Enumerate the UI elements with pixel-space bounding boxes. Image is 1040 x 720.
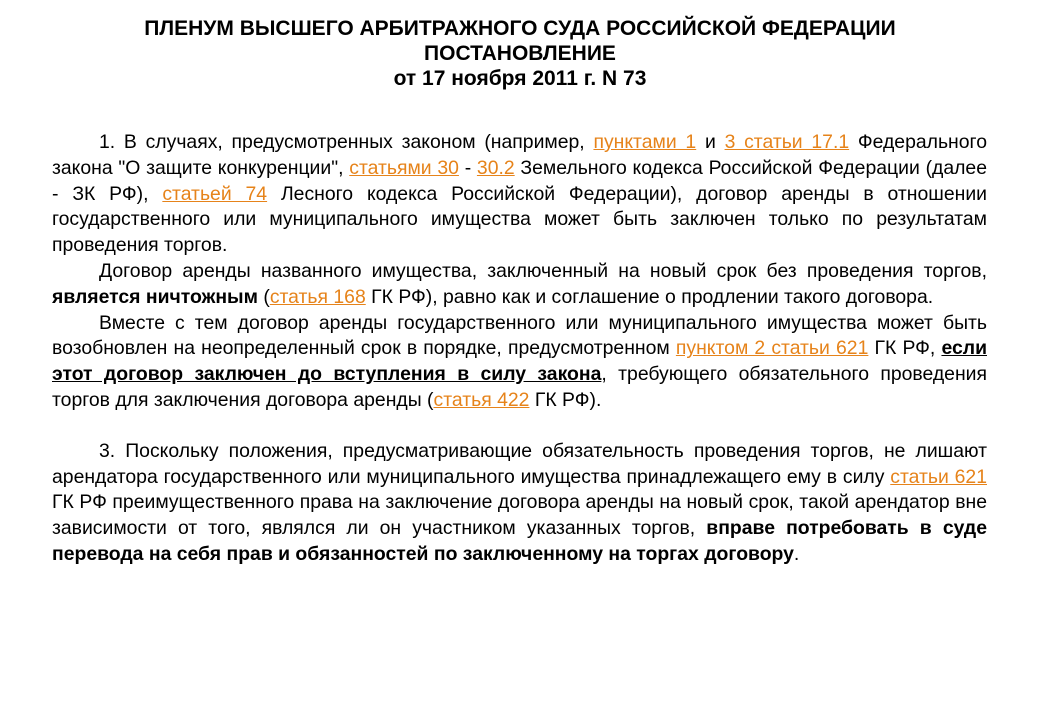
document-header	[0, 16, 1040, 91]
link-stat-30-2[interactable]: 30.2	[476, 156, 515, 179]
bold-phrase: является ничтожным	[52, 285, 258, 308]
paragraph-text: и	[696, 131, 725, 153]
paragraph-text: Лесного кодекса Российской Федерации), договор аренды в отношении государственного или муниципального имущества может быть заключен только по результатам проведения торгов.	[52, 182, 987, 257]
bold-underlined-phrase: если этот договор заключен до вступления в силу закона	[52, 337, 987, 386]
court-title: ПЛЕНУМ ВЫСШЕГО АРБИТРАЖНОГО СУДА РОССИЙСКОЙ ФЕДЕРАЦИИ	[144, 17, 896, 40]
paragraph-4	[52, 439, 987, 568]
paragraph-text: .	[793, 542, 800, 565]
document-body	[52, 130, 987, 568]
paragraph-text: Вместе с тем договор аренды государственного или муниципального имущества может быть возобновлен на неопределенный срок в порядке, предусмотренном	[52, 311, 987, 360]
link-stat-74[interactable]: статьей 74	[162, 182, 268, 205]
link-stat-422[interactable]: статья 422	[433, 388, 530, 411]
link-punkt-2-stat-621[interactable]: пунктом 2 статьи 621	[675, 337, 869, 360]
paragraph-text: ГК РФ преимущественного права на заключение договора аренды на новый срок, такой арендатор вне зависимости от того, являлся ли он участником указанных торгов,	[52, 491, 987, 540]
bold-phrase: вправе потребовать в суде перевода на себя прав и обязанностей по заключенному на торгах договору	[52, 517, 987, 565]
link-stat-17-1[interactable]: 3 статьи 17.1	[724, 131, 850, 153]
document-date: от 17 ноября 2011 г. N 73	[393, 67, 647, 90]
paragraph-text: ГК РФ,	[868, 337, 942, 360]
paragraph-text: ГК РФ).	[529, 388, 602, 411]
paragraph-text: 3. Поскольку положения, предусматривающие обязательность проведения торгов, не лишают арендатора государственного или муниципального имущества принадлежащего ему в силу	[52, 439, 987, 488]
paragraph-text: (	[257, 285, 270, 308]
paragraph-text: Федерального закона "О защите конкуренции",	[52, 131, 987, 179]
paragraph-text: 1. В случаях, предусмотренных законом (например,	[99, 131, 594, 153]
paragraph-text: ГК РФ), равно как и соглашение о продлении такого договора.	[365, 285, 934, 308]
link-stat-168[interactable]: статья 168	[269, 285, 366, 308]
paragraph-text: Договор аренды названного имущества, заключенный на новый срок без проведения торгов,	[99, 259, 987, 282]
paragraph-text: Земельного кодекса Российской Федерации (далее - ЗК РФ),	[52, 156, 988, 205]
paragraph-text: -	[458, 156, 477, 179]
paragraph-2	[52, 259, 987, 311]
link-stat-30[interactable]: статьями 30	[349, 156, 459, 179]
document-type: ПОСТАНОВЛЕНИЕ	[424, 42, 616, 65]
paragraph-3	[52, 311, 987, 414]
paragraph-1	[52, 130, 987, 259]
link-stat-621[interactable]: статьи 621	[890, 465, 987, 488]
link-punkt-1[interactable]: пунктами 1	[593, 131, 697, 153]
paragraph-text: , требующего обязательного проведения торгов для заключения договора аренды (	[52, 363, 987, 411]
